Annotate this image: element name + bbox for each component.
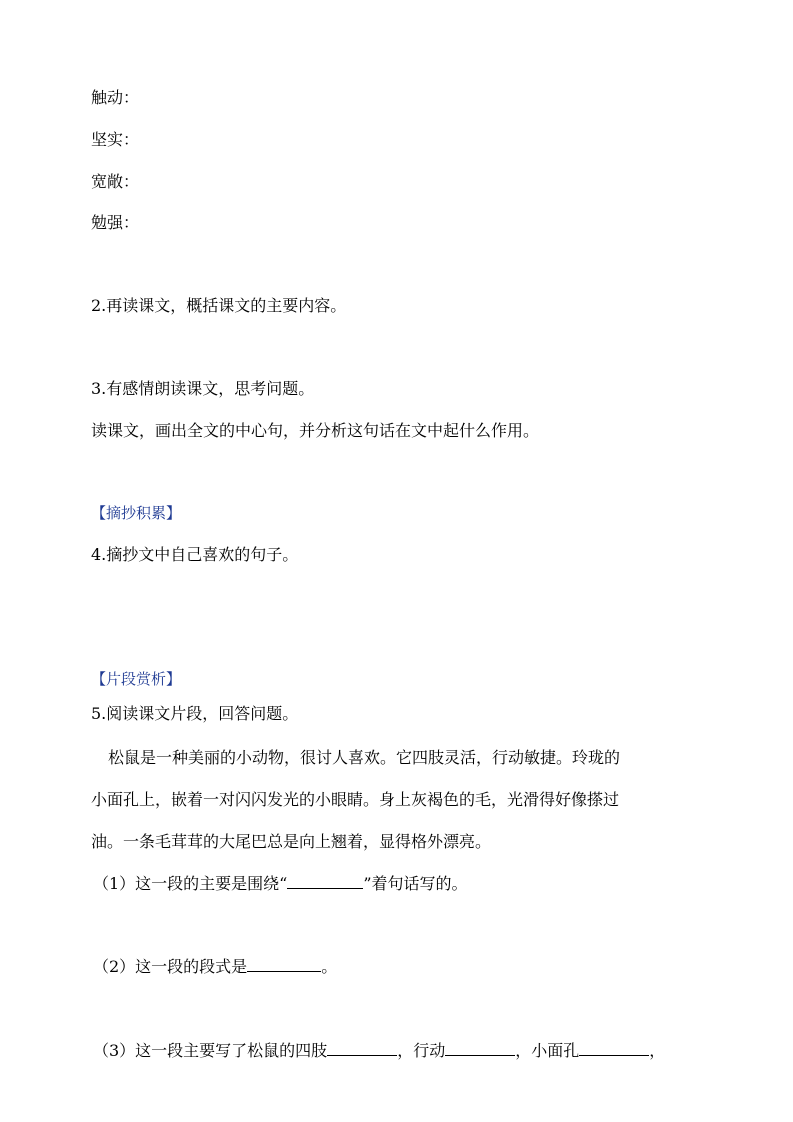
question-2: 2.再读课文，概括课文的主要内容。 [91,296,347,315]
passage-line-2: 小面孔上，嵌着一对闪闪发光的小眼睛。身上灰褐色的毛，光滑得好像搽过 [91,790,620,809]
sub-question-2-text-after: 。 [321,957,338,976]
answer-blank-face[interactable] [579,1039,649,1056]
question-3-title: 3.有感情朗读课文，思考问题。 [91,379,315,398]
question-5-title: 5.阅读课文片段，回答问题。 [91,704,299,723]
sub-question-3-part-2: ，行动 [397,1041,446,1060]
sub-question-2-text-before: （2）这一段的段式是 [93,957,248,976]
section-heading-analysis: 【片段赏析】 [91,670,182,688]
vocab-item-4: 勉强： [91,213,140,232]
answer-blank-limbs[interactable] [327,1039,397,1056]
section-heading-excerpt: 【摘抄积累】 [91,504,182,522]
sub-question-2 [93,955,337,979]
sub-question-1 [93,872,468,896]
answer-blank-2[interactable] [247,955,321,972]
sub-question-1-text-after: ”着句话写的。 [363,874,468,893]
sub-question-3-part-3: ，小面孔 [515,1041,580,1060]
question-4: 4.摘抄文中自己喜欢的句子。 [91,545,299,564]
vocab-item-3: 宽敞： [91,172,140,191]
vocab-item-1: 触动： [91,88,140,107]
question-3-prompt: 读课文，画出全文的中心句，并分析这句话在文中起什么作用。 [91,421,540,440]
sub-question-3-part-1: （3）这一段主要写了松鼠的四肢 [93,1041,328,1060]
sub-question-3 [93,1039,665,1063]
vocab-item-2: 坚实： [91,130,140,149]
answer-blank-1[interactable] [287,872,363,889]
sub-question-3-part-4: ， [649,1041,666,1060]
answer-blank-movement[interactable] [445,1039,515,1056]
passage-line-3: 油。一条毛茸茸的大尾巴总是向上翘着，显得格外漂亮。 [91,832,492,851]
sub-question-1-text-before: （1）这一段的主要是围绕“ [93,874,288,893]
passage-line-1: 松鼠是一种美丽的小动物，很讨人喜欢。它四肢灵活，行动敏捷。玲珑的 [108,748,621,767]
